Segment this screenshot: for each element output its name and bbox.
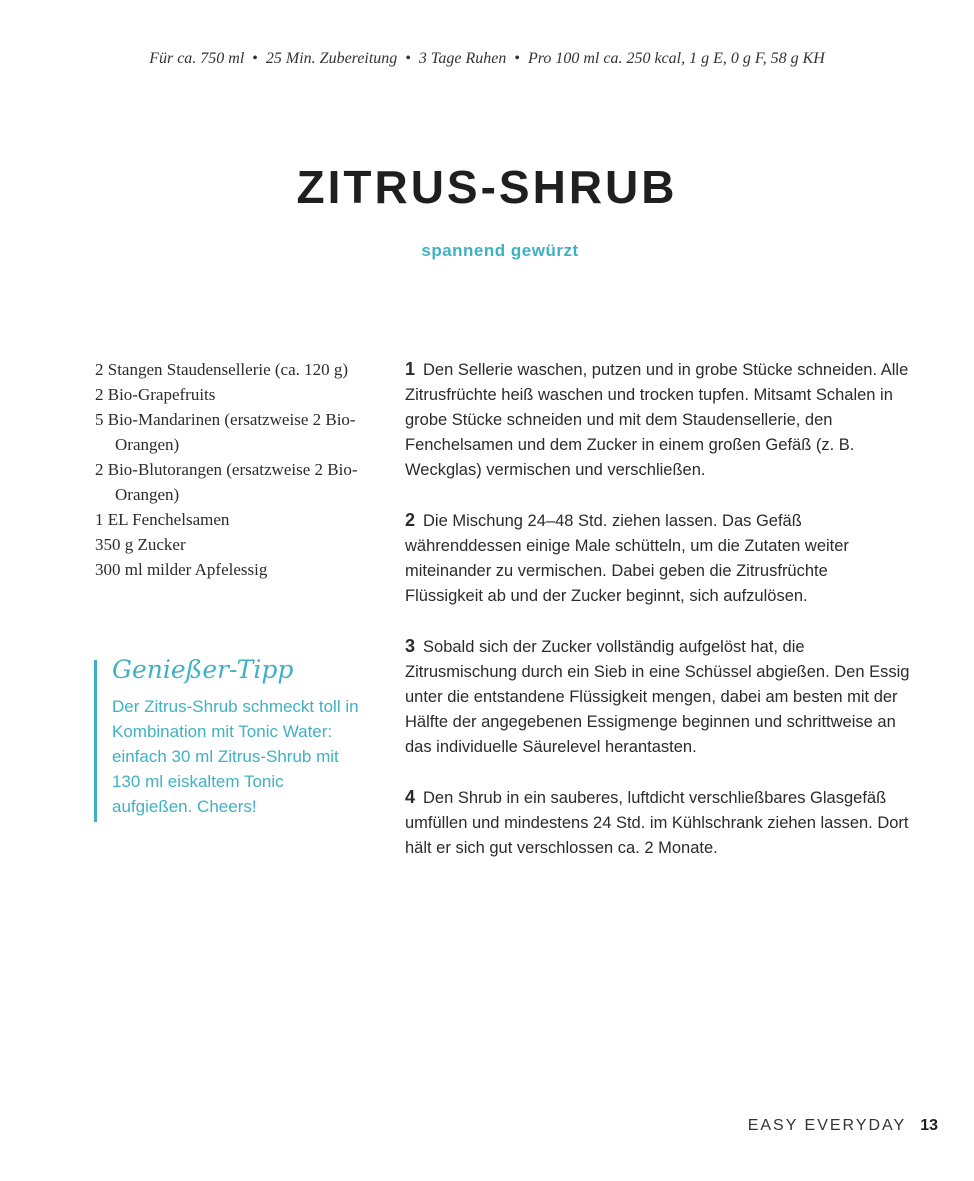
meta-yield: Für ca. 750 ml [149,50,245,67]
step-text: Die Mischung 24–48 Std. ziehen lassen. Das Gefäß währenddessen einige Male schütteln, um die Zutaten weiter miteinander zu vermischen. Dabei geben die Zitrusfrüchte Flüssigkeit ab und der Zucker beginnt, sich aufzulösen. [405,512,849,605]
ingredient-item: 2 Bio-Grapefruits [95,385,216,404]
ingredient-item: 2 Stangen Staudensellerie (ca. 120 g) [95,360,349,379]
ingredient-item: 2 Bio-Blutorangen (ersatzweise 2 Bio-Orangen) [95,460,358,504]
page-footer [748,1117,938,1135]
step-item [405,785,910,861]
recipe-title: ZITRUS-SHRUB [296,161,678,213]
book-title: EASY EVERYDAY [747,1117,907,1134]
instruction-steps [405,357,910,886]
ingredient-item: 350 g Zucker [95,535,186,554]
meta-rest-time: 3 Tage Ruhen [418,50,507,67]
meta-prep-time: 25 Min. Zubereitung [265,50,398,67]
tip-text: Der Zitrus-Shrub schmeckt toll in Kombination mit Tonic Water: einfach 30 ml Zitrus-Shrub mit 130 ml eiskaltem Tonic aufgießen. Cheers! [112,697,359,816]
meta-nutrition: Pro 100 ml ca. 250 kcal, 1 g E, 0 g F, 58 g KH [527,50,825,67]
step-number: 3 [405,636,416,656]
step-text: Den Shrub in ein sauberes, luftdicht verschließbares Glasgefäß umfüllen und mindestens 24 Std. im Kühlschrank ziehen lassen. Dort hält er sich gut verschlossen ca. 2 Monate. [405,789,909,857]
tip-title: Genießer-Tipp [112,655,294,684]
page-number: 13 [920,1117,938,1134]
step-item [405,634,910,760]
meta-separator: • [514,50,520,67]
recipe-subtitle: spannend gewürzt [421,241,579,260]
step-item [405,508,910,609]
ingredient-item: 1 EL Fenchelsamen [95,510,230,529]
recipe-meta [0,50,974,68]
meta-separator: • [252,50,258,67]
step-number: 2 [405,510,416,530]
ingredient-list [95,357,385,582]
meta-separator: • [405,50,411,67]
tip-box [94,655,382,822]
step-text: Sobald sich der Zucker vollständig aufgelöst hat, die Zitrusmischung durch ein Sieb in eine Schüssel abgießen. Den Essig unter die entstandene Flüssigkeit mengen, dabei am besten mit der Hälfte der angegebenen Essigmenge beginnen und schrittweise an das individuelle Säurelevel herantasten. [405,638,910,756]
ingredient-item: 5 Bio-Mandarinen (ersatzweise 2 Bio-Orangen) [95,410,356,454]
step-item [405,357,910,483]
ingredient-item: 300 ml milder Apfelessig [95,560,268,579]
step-text: Den Sellerie waschen, putzen und in grobe Stücke schneiden. Alle Zitrusfrüchte heiß waschen und trocken tupfen. Mitsamt Schalen in grobe Stücke schneiden und mit dem Staudensellerie, den Fenchelsamen und dem Zucker in einem großen Gefäß (z. B. Weckglas) vermischen und verschließen. [405,361,909,479]
step-number: 4 [405,787,416,807]
step-number: 1 [405,359,416,379]
